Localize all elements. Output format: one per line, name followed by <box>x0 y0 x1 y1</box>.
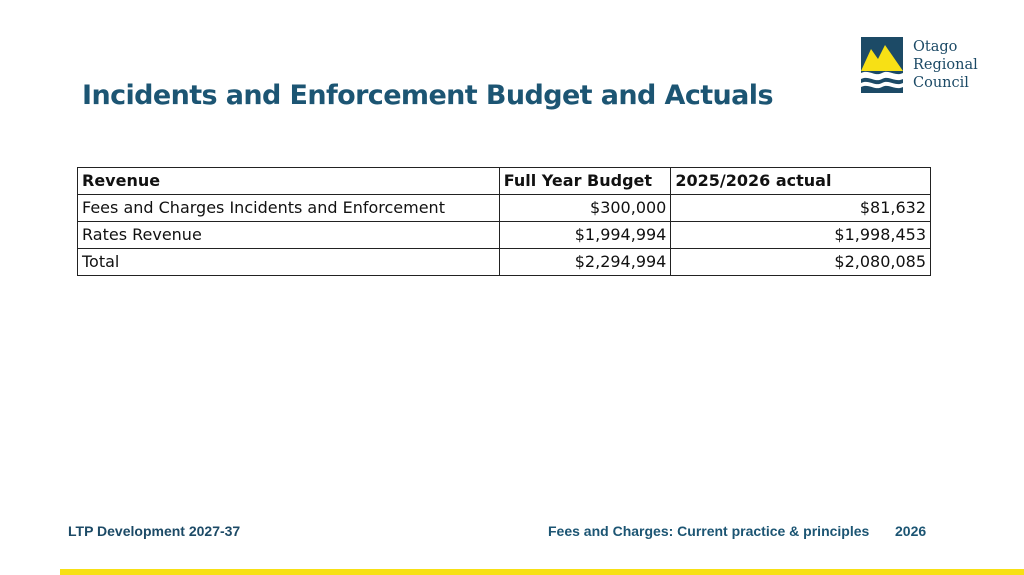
row-label: Fees and Charges Incidents and Enforcement <box>78 195 500 222</box>
table-row <box>78 249 931 276</box>
logo-line-3: Council <box>913 75 969 91</box>
row-label: Rates Revenue <box>78 222 500 249</box>
table-row <box>78 195 931 222</box>
logo-wordmark <box>913 38 978 92</box>
row-actual: $1,998,453 <box>671 222 931 249</box>
orc-logo <box>861 37 991 97</box>
header-revenue: Revenue <box>78 168 500 195</box>
row-actual: $81,632 <box>671 195 931 222</box>
row-budget: $1,994,994 <box>499 222 671 249</box>
header-actual: 2025/2026 actual <box>671 168 931 195</box>
row-label: Total <box>78 249 500 276</box>
footer-year: 2026 <box>895 523 927 539</box>
table-header-row <box>78 168 931 195</box>
row-budget: $2,294,994 <box>499 249 671 276</box>
header-full-year-budget: Full Year Budget <box>499 168 671 195</box>
footer-project-label: LTP Development 2027-37 <box>68 523 241 539</box>
table-row <box>78 222 931 249</box>
logo-line-2: Regional <box>913 57 978 73</box>
row-actual: $2,080,085 <box>671 249 931 276</box>
budget-table <box>77 167 931 276</box>
footer-accent-bar <box>60 569 1024 575</box>
footer-topic-label: Fees and Charges: Current practice & principles <box>548 523 870 539</box>
slide-title: Incidents and Enforcement Budget and Actuals <box>82 80 773 111</box>
logo-line-1: Otago <box>913 39 958 55</box>
mountain-river-icon <box>861 37 903 93</box>
row-budget: $300,000 <box>499 195 671 222</box>
